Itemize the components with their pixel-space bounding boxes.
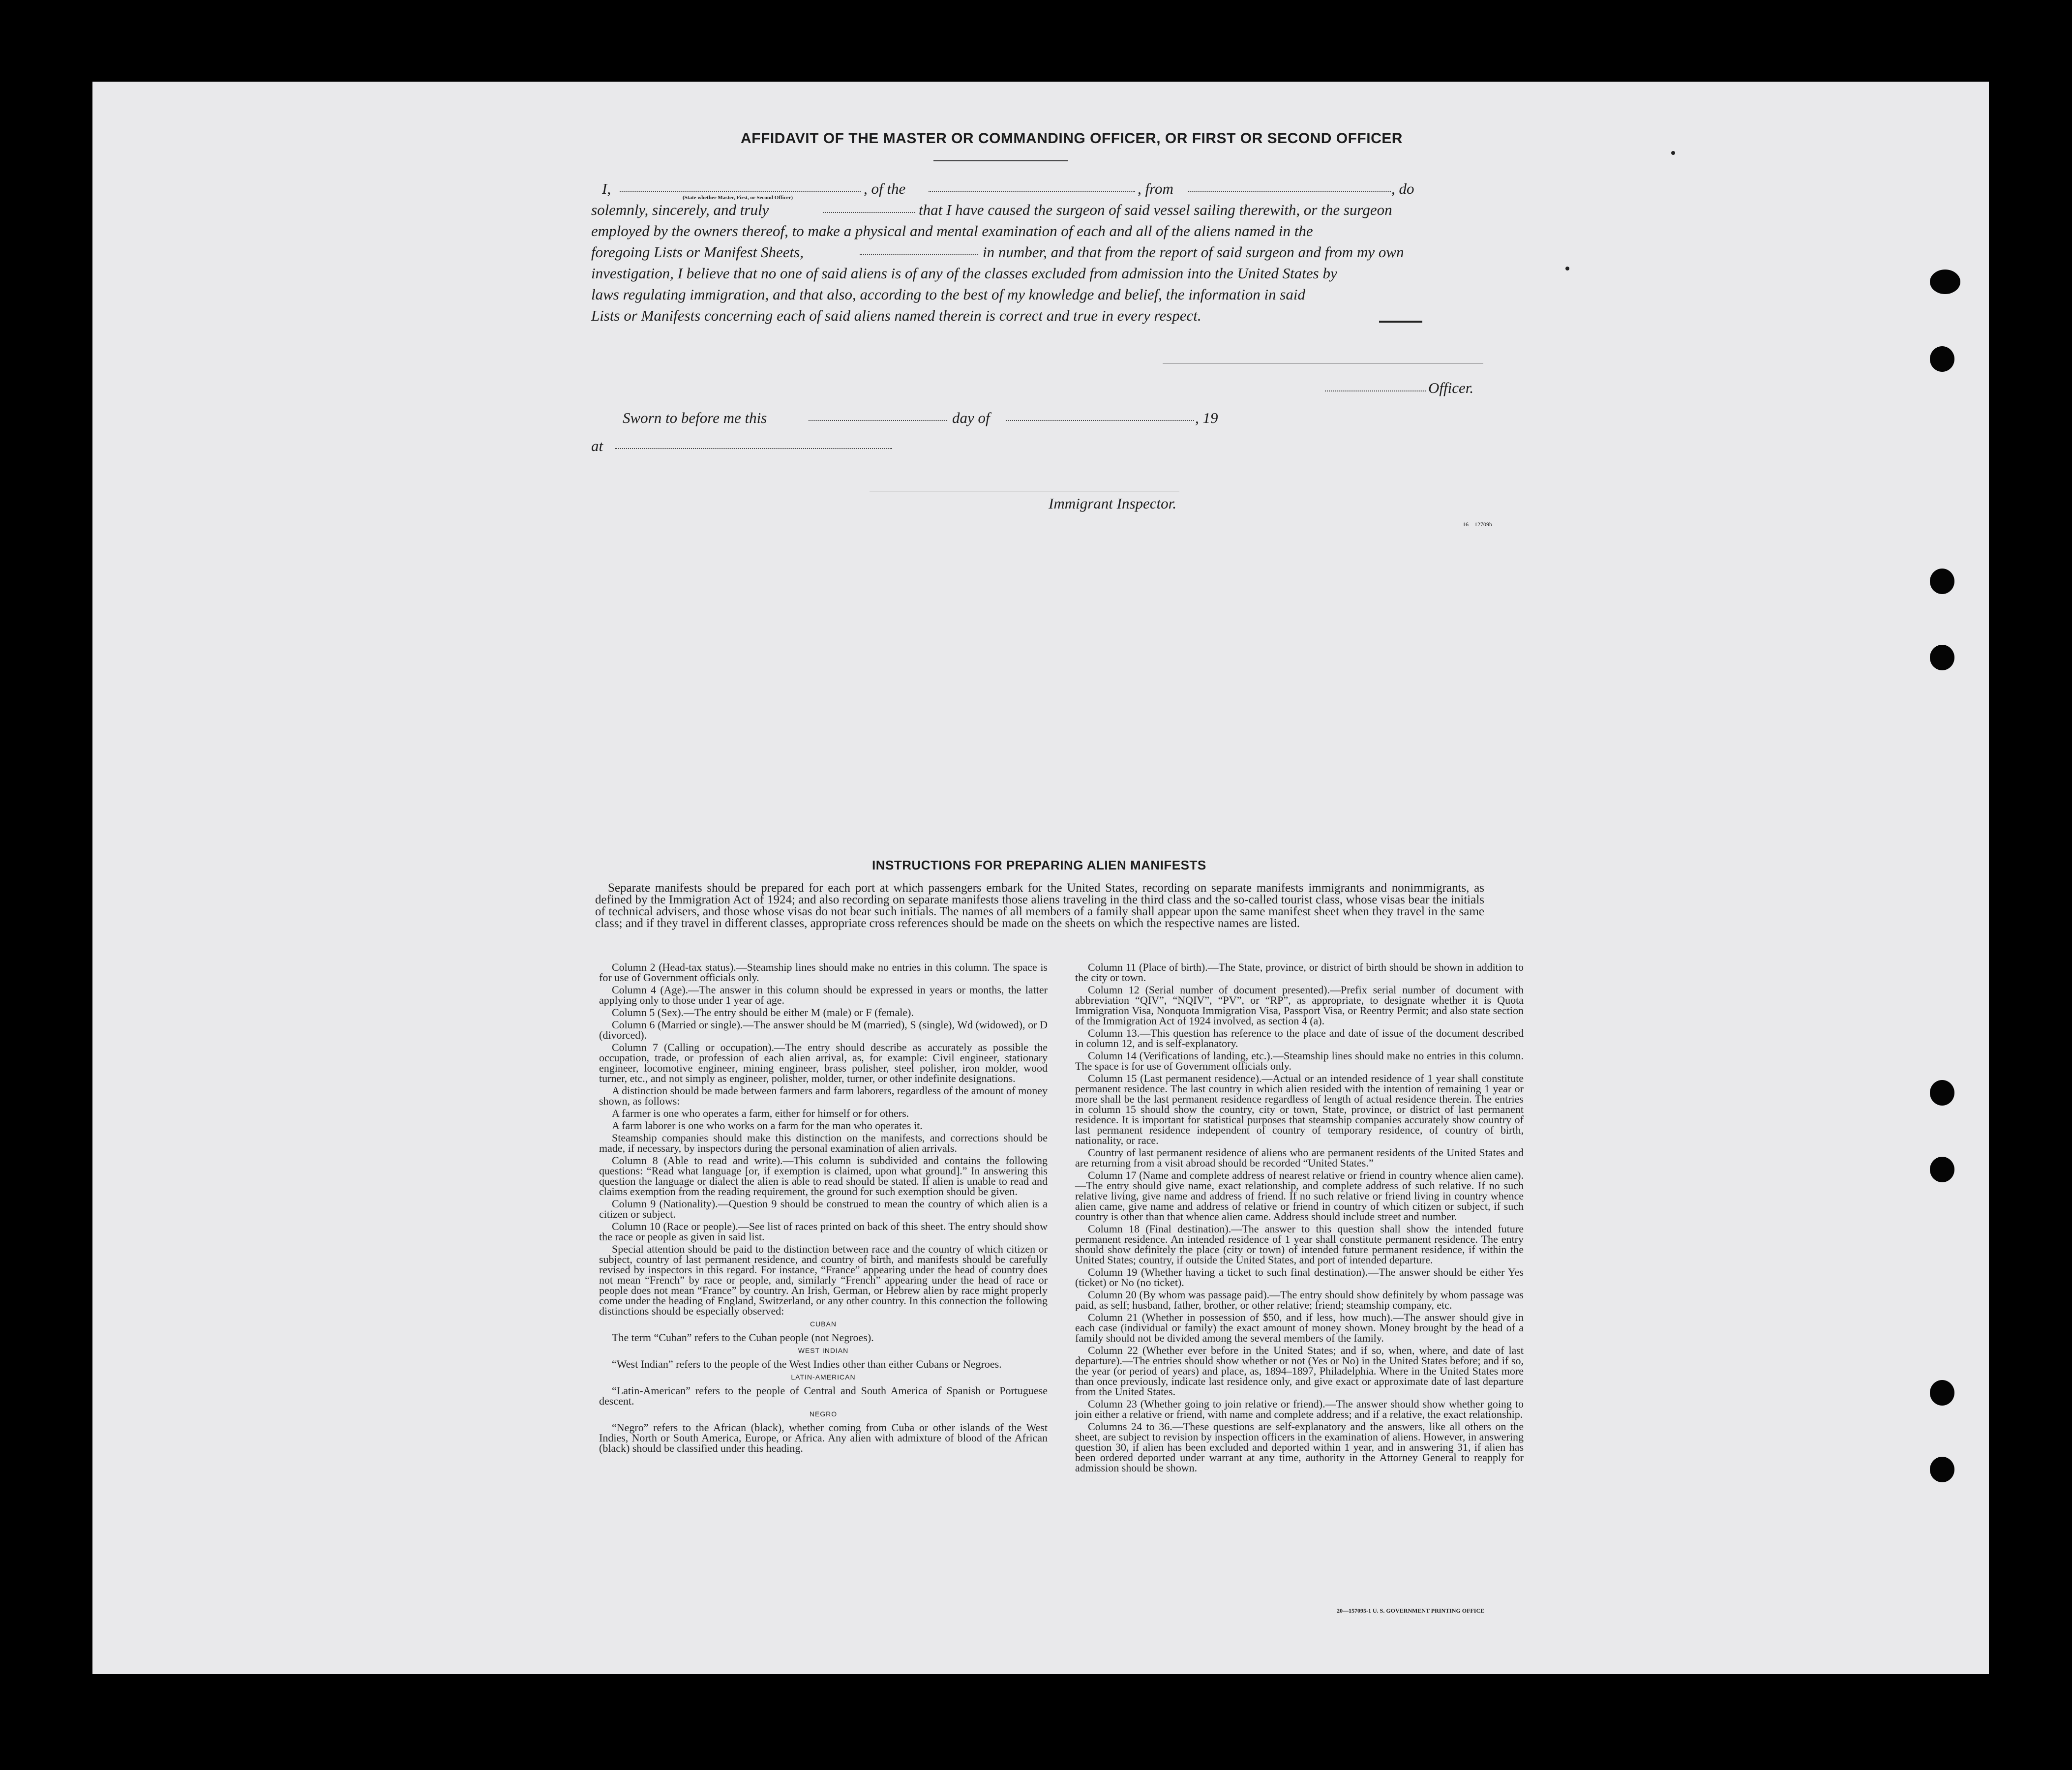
- word-i: I,: [602, 180, 611, 197]
- right-paragraph: Column 11 (Place of birth).—The State, province, or district of birth should be shown in addition to the city or town.: [1075, 961, 1524, 984]
- heading-cuban: CUBAN: [810, 1320, 837, 1328]
- left-paragraph: A farm laborer is one who works on a farm for the man who operates it.: [612, 1119, 923, 1132]
- right-paragraph: Column 20 (By whom was passage paid).—The entry should show definitely by whom passage was paid, as self; husband, father, brother, or other relative; friend; steamship company, etc.: [1075, 1289, 1524, 1311]
- right-paragraph: Columns 24 to 36.—These questions are self-explanatory and the answers, like all others on the sheet, are subject to revision by inspection officers in the examination of aliens. However, in answering question 30, if alien has been excluded and deported within 1 year, and in answering 31, if alien has been ordered deported under warrant at any time, authority in the Attorney General to reapply for admission should be shown.: [1075, 1420, 1524, 1474]
- word-foregoing: foregoing Lists or Manifest Sheets,: [591, 243, 804, 261]
- punch-hole: [1930, 270, 1960, 294]
- punch-hole: [1930, 1157, 1954, 1182]
- instructions-left-column: [599, 962, 1048, 1453]
- left-paragraph: Steamship companies should make this distinction on the manifests, and corrections should be made, if necessary, by inspectors during the personal examination of alien arrivals.: [599, 1132, 1048, 1154]
- right-paragraph: Column 12 (Serial number of document presented).—Prefix serial number of document with abbreviation “QIV”, “NQIV”, “PV”, or “RP”, as appropriate, to designate whether it is Quota Immigration Visa, Nonquota Immigration Visa, Passport Visa, or Reentry Permit; and also state section of the Immigration Act of 1924 involved, as section 4 (a).: [1075, 984, 1524, 1027]
- ink-speck: [1671, 151, 1675, 155]
- word-at: at: [591, 437, 603, 454]
- word-inspector: Immigrant Inspector.: [1049, 495, 1177, 512]
- west-indian-text: “West Indian” refers to the people of the West Indies other than either Cubans or Negroes.: [612, 1358, 1002, 1370]
- left-paragraph: A farmer is one who operates a farm, either for himself or for others.: [612, 1107, 909, 1119]
- punch-hole: [1930, 645, 1954, 670]
- sworn-day-field[interactable]: [809, 420, 947, 421]
- intro-paragraph: Separate manifests should be prepared for each port at which passengers embark for the United States, recording on separate manifests immigrants and nonimmigrants, as defined by the Immigration Act of 1924; and also recording on separate manifests those aliens traveling in the third class and the so-called tourist class, whose visas bear the initials of technical advisers, and those whose visas do not bear such initials. The names of all members of a family shall appear upon the same manifest sheet when they travel in the same class; and if they travel in different classes, appropriate cross references should be made on the sheets on which the respective names are listed.: [595, 881, 1484, 930]
- right-paragraph: Column 17 (Name and complete address of nearest relative or friend in country whence alien came).—The entry should give name, exact relationship, and complete address of such relative. If no such relative living, give name and address of friend. If no such relative or friend living in country whence alien came, give name and address of relative or friend in country of which citizen or subject, if such country is other than that whence alien came. Address should include street and number.: [1075, 1169, 1524, 1223]
- ink-speck: [1565, 267, 1569, 270]
- left-paragraph: Column 8 (Able to read and write).—This column is subdivided and contains the following questions: “Read what language [or, if exemption is claimed, upon what ground].” In answering this question the language or dialect the alien is able to read should be stated. If alien is unable to read and claims exemption from the reading requirement, the ground for such exemption should be given.: [599, 1154, 1048, 1198]
- right-items: [1075, 962, 1524, 1473]
- punch-hole: [1930, 569, 1954, 594]
- oath-field[interactable]: [823, 212, 915, 213]
- punch-hole: [1930, 1380, 1954, 1406]
- right-paragraph: Column 23 (Whether going to join relative or friend).—The answer should show whether going to join either a relative or friend, with name and complete address; and if a relative, the exact relationship.: [1075, 1398, 1524, 1420]
- left-paragraph: A distinction should be made between farmers and farm laborers, regardless of the amount of money shown, as follows:: [599, 1084, 1048, 1107]
- state-note: (State whether Master, First, or Second Officer): [683, 195, 793, 201]
- left-paragraph: Column 6 (Married or single).—The answer should be M (married), S (single), Wd (widowed), or D (divorced).: [599, 1019, 1048, 1041]
- affidavit-line-7: Lists or Manifests concerning each of said aliens named therein is correct and true in every respect.: [591, 307, 1201, 324]
- heading-west-indian: WEST INDIAN: [798, 1347, 849, 1354]
- instructions-title: INSTRUCTIONS FOR PREPARING ALIEN MANIFESTS: [872, 858, 1206, 872]
- form-number: 16—12709b: [1463, 521, 1492, 528]
- departure-port-field[interactable]: [1188, 191, 1391, 192]
- punch-hole: [1930, 346, 1954, 372]
- right-paragraph: Column 21 (Whether in possession of $50, and if less, how much).—The answer should give in each case (individual or family) the exact amount of money shown. Money brought by the head of a family should not be divided among the several members of the family.: [1075, 1311, 1524, 1344]
- left-paragraph: Column 10 (Race or people).—See list of races printed on back of this sheet. The entry should show the race or people as given in said list.: [599, 1220, 1048, 1243]
- sworn-place-field[interactable]: [615, 448, 892, 449]
- word-officer: Officer.: [1428, 379, 1474, 396]
- right-paragraph: Country of last permanent residence of aliens who are permanent residents of the United States and are returning from a visit abroad should be recorded “United States.”: [1075, 1146, 1524, 1169]
- affidavit-line-5: investigation, I believe that no one of said aliens is of any of the classes excluded from admission into the United States by: [591, 265, 1337, 282]
- punch-hole: [1930, 1080, 1954, 1106]
- word-sworn: Sworn to before me this: [623, 409, 767, 426]
- punch-hole: [1930, 1457, 1954, 1482]
- left-paragraph: Special attention should be paid to the distinction between race and the country of which citizen or subject, country of last permanent residence, and country of birth, and manifests should be carefully revised by inspectors in this regard. For instance, “France” appearing under the head of country does not mean “French” by race or people, and, similarly “French” appearing under the head of race or people does not mean “France” by country. An Irish, German, or Hebrew alien by race might properly come under the heading of England, Switzerland, or any other country. In this connection the following distinctions should be especially observed:: [599, 1243, 1048, 1317]
- right-paragraph: Column 18 (Final destination).—The answer to this question shall show the intended future permanent residence. An intended residence of 1 year shall constitute permanent residence. The entry should show definitely the place (city or town) of intended future permanent residence, if within the United States; country, if outside the United States, and port of intended departure.: [1075, 1223, 1524, 1266]
- right-paragraph: Column 19 (Whether having a ticket to such final destination).—The answer should be either Yes (ticket) or No (no ticket).: [1075, 1266, 1524, 1289]
- heading-negro: NEGRO: [809, 1410, 838, 1418]
- left-paragraph: Column 7 (Calling or occupation).—The entry should describe as accurately as possible the occupation, trade, or profession of each alien arrival, as, for example: Civil engineer, stationary engineer, locomotive engineer, mining engineer, brass polisher, steel polisher, iron molder, wood turner, etc., and not simply as engineer, polisher, molder, turner, or other indefinite designations.: [599, 1041, 1048, 1084]
- left-paragraph: Column 9 (Nationality).—Question 9 should be construed to mean the country of which alien is a citizen or subject.: [599, 1198, 1048, 1220]
- left-paragraph: Column 2 (Head-tax status).—Steamship lines should make no entries in this column. The space is for use of Government officials only.: [599, 961, 1048, 984]
- right-paragraph: Column 15 (Last permanent residence).—Actual or an intended residence of 1 year shall constitute permanent residence. The last country in which alien resided with the intention of remaining 1 year or more shall be the last permanent residence regardless of length of actual residence therein. The entries in column 15 should show the country, city or town, State, province, or district of last permanent residence. It is important for statistical purposes that steamship companies accurately show country of last permanent residence independent of country of temporary residence, of country of birth, nationality, or race.: [1075, 1072, 1524, 1146]
- left-items: [599, 962, 1048, 1316]
- right-paragraph: Column 14 (Verifications of landing, etc.).—Steamship lines should make no entries in this column. The space is for use of Government officials only.: [1075, 1050, 1524, 1072]
- printing-office-footer: 20—157095-1 U. S. GOVERNMENT PRINTING OFFICE: [1337, 1607, 1485, 1614]
- sworn-month-field[interactable]: [1006, 420, 1194, 421]
- left-paragraph: Column 4 (Age).—The answer in this column should be expressed in years or months, the latter applying only to those under 1 year of age.: [599, 984, 1048, 1006]
- right-paragraph: Column 13.—This question has reference to the place and date of issue of the document described in column 12, and is self-explanatory.: [1075, 1027, 1524, 1050]
- word-do: , do: [1391, 180, 1414, 197]
- officer-rank-field[interactable]: [620, 191, 861, 192]
- word-19: , 19: [1195, 409, 1218, 426]
- affidavit-title: AFFIDAVIT OF THE MASTER OR COMMANDING OFFICER, OR FIRST OR SECOND OFFICER: [741, 130, 1403, 147]
- officer-title-field[interactable]: [1325, 390, 1426, 391]
- title-underline: [933, 160, 1068, 161]
- vessel-name-field[interactable]: [929, 191, 1135, 192]
- text-in-number: in number, and that from the report of said surgeon and from my own: [983, 243, 1404, 261]
- word-from: , from: [1138, 180, 1173, 197]
- word-day-of: day of: [952, 409, 990, 426]
- end-dash: [1379, 321, 1422, 323]
- latin-american-text: “Latin-American” refers to the people of Central and South America of Spanish or Portuguese descent.: [599, 1384, 1048, 1407]
- affidavit-line-3: employed by the owners thereof, to make a physical and mental examination of each and all of the aliens named in the: [591, 222, 1313, 240]
- right-paragraph: Column 22 (Whether ever before in the United States; and if so, when, where, and date of last departure).—The entries should show whether or not (Yes or No) in the United States before; and if so, the year (or period of years) and place, as, 1894–1897, Philadelphia. Where in the United States more than once previously, indicate last residence only, and give exact or approximate date of last departure from the United States.: [1075, 1344, 1524, 1398]
- instructions-right-column: [1075, 962, 1524, 1475]
- sheet-count-field[interactable]: [860, 254, 978, 255]
- cuban-text: The term “Cuban” refers to the Cuban people (not Negroes).: [612, 1331, 874, 1344]
- left-paragraph: Column 5 (Sex).—The entry should be either M (male) or F (female).: [612, 1006, 914, 1019]
- word-solemnly: solemnly, sincerely, and truly: [591, 201, 769, 218]
- text-that: that I have caused the surgeon of said vessel sailing therewith, or the surgeon: [919, 201, 1392, 218]
- word-of-the: , of the: [864, 180, 906, 197]
- heading-latin-american: LATIN-AMERICAN: [791, 1373, 856, 1381]
- negro-text: “Negro” refers to the African (black), whether coming from Cuba or other islands of the West Indies, North or South America, Europe, or Africa. Any alien with admixture of blood of the African (black) should be classified under this heading.: [599, 1421, 1048, 1454]
- document-sheet: [92, 82, 1989, 1674]
- instructions-intro: [595, 882, 1484, 930]
- affidavit-line-6: laws regulating immigration, and that also, according to the best of my knowledge and belief, the information in said: [591, 286, 1306, 303]
